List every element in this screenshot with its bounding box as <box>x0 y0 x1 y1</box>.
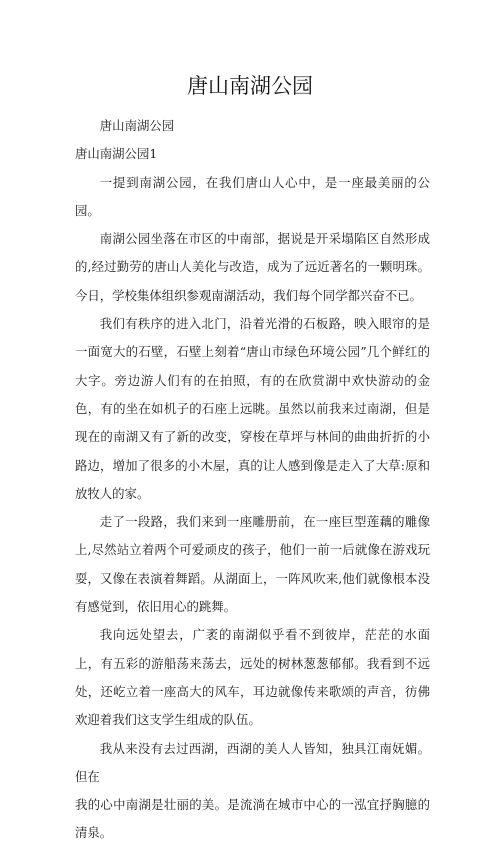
section-heading: 唐山南湖公园1 <box>75 146 158 162</box>
body-paragraph: 南湖公园坐落在市区的中南部，据说是开采塌陷区自然形成的,经过勤劳的唐山人美化与改造，成为了远近著名的一颗明珠。今日，学校集体组织参观南湖活动，我们每个同学都兴奋不已。 <box>75 231 430 303</box>
body-paragraph: 我从来没有去过西湖，西湖的美人人皆知，独具江南妩媚。但在 <box>75 740 430 784</box>
document-title: 唐山南湖公园 <box>187 74 313 98</box>
subtitle-paragraph: 唐山南湖公园 <box>99 118 175 133</box>
body-paragraph: 一提到南湖公园，在我们唐山人心中，是一座最美丽的公园。 <box>75 174 430 218</box>
document-body <box>75 112 430 848</box>
body-paragraph: 我向远处望去，广袤的南湖似乎看不到彼岸，茫茫的水面上，有五彩的游船荡来荡去，远处的树林葱葱郁郁。我看到不远处，还屹立着一座高大的风车，耳边就像传来歌颂的声音，彷佛欢迎着我们这支学生组成的队伍。 <box>75 627 430 728</box>
body-paragraph: 我的心中南湖是壮丽的美。是流淌在城市中心的一泓宜抒胸臆的清泉。 <box>75 797 430 841</box>
body-paragraph: 走了一段路，我们来到一座雕册前，在一座巨型莲藕的雕像上,尽然站立着两个可爱顽皮的孩子，他们一前一后就像在游戏玩耍，又像在表演着舞蹈。从湖面上，一阵风吹来,他们就像根本没有感觉到，依旧用心的跳舞。 <box>75 514 430 615</box>
body-paragraph: 我们有秩序的进入北门，沿着光滑的石板路，映入眼帘的是一面宽大的石壁，石壁上刻着“唐山市绿色环境公园”几个鲜红的大字。旁边游人们有的在拍照，有的在欣赏湖中欢快游动的金色，有的坐在如机子的石座上远眺。虽然以前我来过南湖，但是现在的南湖又有了新的改变，穿梭在草坪与林间的曲曲折折的小路边，增加了很多的小木屋，真的让人感到像是走入了大草:原和放牧人的家。 <box>75 316 430 501</box>
